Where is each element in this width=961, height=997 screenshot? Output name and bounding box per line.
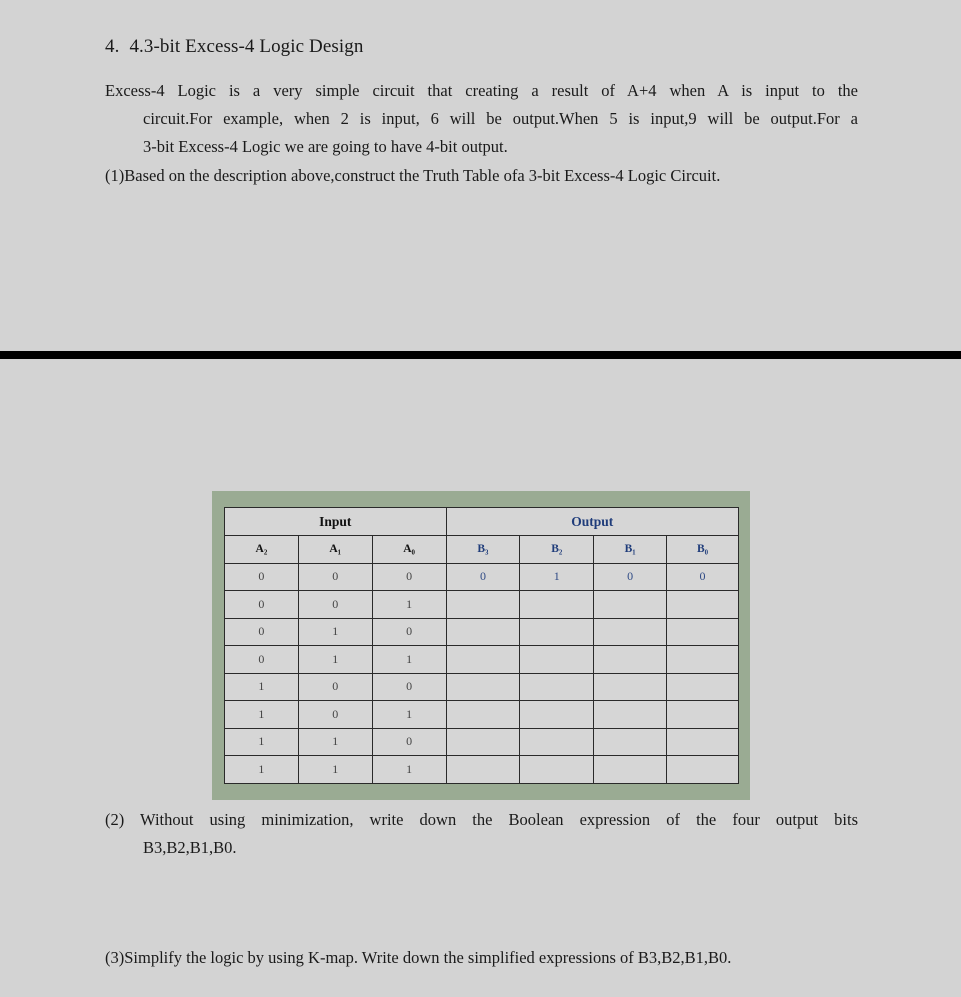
output-cell[interactable]: [594, 728, 667, 756]
truth-table: [224, 507, 739, 784]
output-cell[interactable]: [520, 673, 594, 701]
col-b1: B₁: [594, 536, 667, 564]
table-row: [225, 756, 739, 784]
table-row: [225, 701, 739, 729]
input-cell: 0: [225, 563, 299, 591]
output-cell[interactable]: 1: [520, 563, 594, 591]
question-1: (1)Based on the description above,construct the Truth Table ofa 3-bit Excess-4 Logic Circuit.: [105, 166, 721, 185]
table-row: [225, 591, 739, 619]
output-cell[interactable]: [594, 646, 667, 674]
input-cell: 1: [298, 646, 372, 674]
col-a2: A₂: [225, 536, 299, 564]
input-cell: 1: [372, 756, 446, 784]
table-row: [225, 728, 739, 756]
output-cell[interactable]: [446, 673, 520, 701]
output-cell[interactable]: [594, 673, 667, 701]
input-cell: 0: [372, 728, 446, 756]
input-cell: 1: [225, 701, 299, 729]
col-b0: B₀: [667, 536, 739, 564]
input-cell: 1: [225, 756, 299, 784]
input-cell: 0: [298, 591, 372, 619]
col-b3: B₃: [446, 536, 520, 564]
output-header: Output: [446, 508, 738, 536]
intro-line-3: 3-bit Excess-4 Logic we are going to have 4-bit output.: [143, 137, 508, 156]
output-cell[interactable]: [667, 756, 739, 784]
input-cell: 0: [372, 618, 446, 646]
input-cell: 0: [225, 618, 299, 646]
input-header: Input: [225, 508, 447, 536]
output-cell[interactable]: [667, 591, 739, 619]
input-cell: 1: [298, 756, 372, 784]
input-cell: 1: [298, 618, 372, 646]
output-cell[interactable]: [667, 728, 739, 756]
input-cell: 1: [225, 728, 299, 756]
input-cell: 0: [372, 563, 446, 591]
output-cell[interactable]: [520, 756, 594, 784]
output-cell[interactable]: [667, 646, 739, 674]
output-cell[interactable]: [446, 701, 520, 729]
output-cell[interactable]: [594, 701, 667, 729]
input-cell: 1: [372, 701, 446, 729]
output-cell[interactable]: [446, 646, 520, 674]
output-cell[interactable]: [667, 701, 739, 729]
output-cell[interactable]: 0: [446, 563, 520, 591]
output-cell[interactable]: [594, 756, 667, 784]
output-cell[interactable]: [520, 618, 594, 646]
output-cell[interactable]: [446, 756, 520, 784]
truth-table-panel: [212, 491, 750, 800]
table-row: [225, 563, 739, 591]
table-row: [225, 673, 739, 701]
output-cell[interactable]: [520, 728, 594, 756]
question-title: 4.3-bit Excess-4 Logic Design: [129, 36, 364, 57]
col-a1: A₁: [298, 536, 372, 564]
question-heading: [105, 36, 363, 58]
output-cell[interactable]: [446, 728, 520, 756]
output-cell[interactable]: 0: [667, 563, 739, 591]
output-cell[interactable]: [594, 591, 667, 619]
question-3: (3)Simplify the logic by using K-map. Write down the simplified expressions of B3,B2,B1,B0.: [105, 948, 732, 967]
table-row: [225, 618, 739, 646]
col-b2: B₂: [520, 536, 594, 564]
output-cell[interactable]: [594, 618, 667, 646]
intro-line-1: Excess-4 Logic is a very simple circuit that creating a result of A+4 when A is input to the: [105, 81, 858, 100]
output-cell[interactable]: [520, 646, 594, 674]
input-cell: 1: [298, 728, 372, 756]
output-cell[interactable]: [520, 591, 594, 619]
question-2-line-2: B3,B2,B1,B0.: [143, 838, 237, 857]
input-cell: 1: [372, 646, 446, 674]
input-cell: 0: [225, 591, 299, 619]
input-cell: 0: [298, 701, 372, 729]
input-cell: 0: [298, 673, 372, 701]
intro-line-2: circuit.For example, when 2 is input, 6 will be output.When 5 is input,9 will be output.For a: [143, 109, 858, 128]
question-number: 4.: [105, 36, 120, 57]
col-a0: A₀: [372, 536, 446, 564]
question-2-line-1: (2) Without using minimization, write down the Boolean expression of the four output bits: [105, 810, 858, 829]
output-cell[interactable]: [446, 591, 520, 619]
table-row: [225, 646, 739, 674]
input-cell: 0: [225, 646, 299, 674]
input-cell: 1: [372, 591, 446, 619]
output-cell[interactable]: [446, 618, 520, 646]
section-divider: [0, 351, 961, 359]
input-cell: 0: [298, 563, 372, 591]
output-cell[interactable]: [667, 618, 739, 646]
input-cell: 0: [372, 673, 446, 701]
output-cell[interactable]: 0: [594, 563, 667, 591]
output-cell[interactable]: [667, 673, 739, 701]
output-cell[interactable]: [520, 701, 594, 729]
input-cell: 1: [225, 673, 299, 701]
